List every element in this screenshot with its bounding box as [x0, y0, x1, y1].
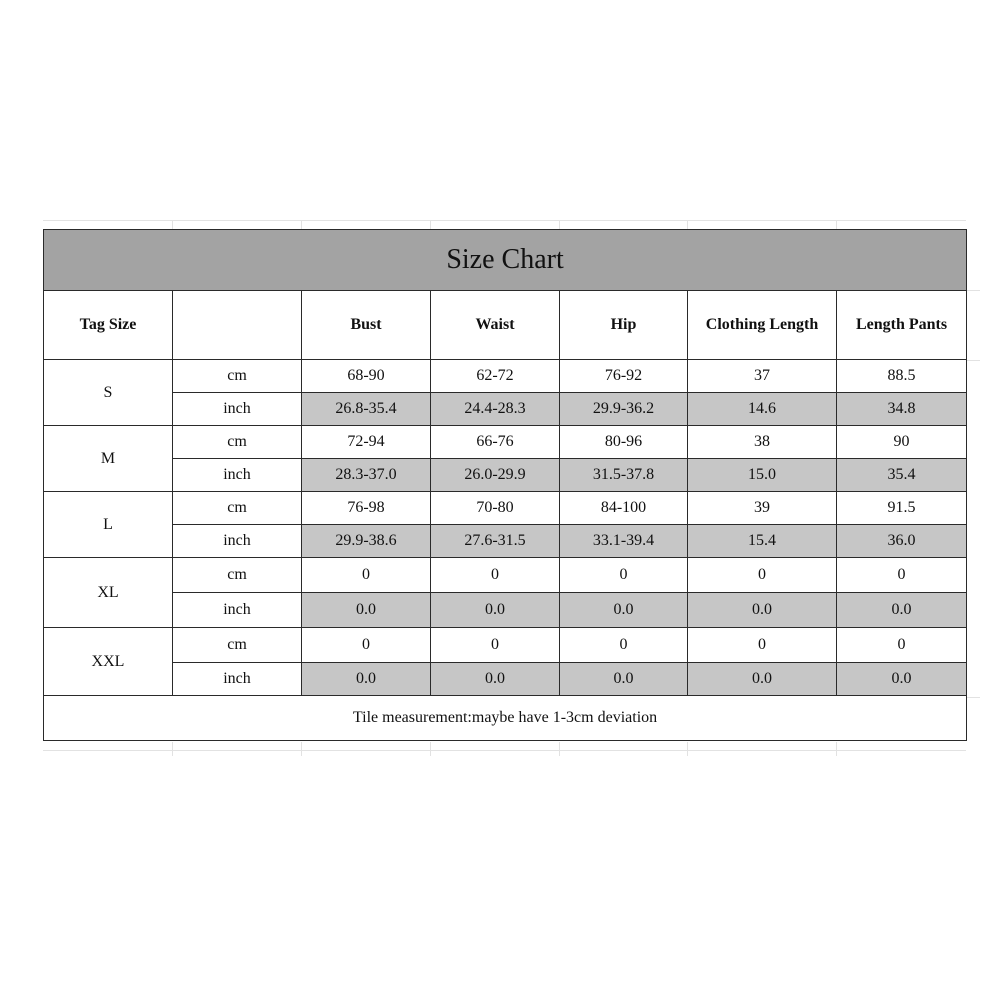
hip-inch: 0.0	[560, 663, 688, 696]
clothing-length-cm: 0	[688, 628, 837, 663]
unit-label: cm	[173, 426, 302, 459]
length-pants-cm: 0	[837, 558, 967, 593]
bust-inch: 29.9-38.6	[302, 525, 431, 558]
hip-cm: 80-96	[560, 426, 688, 459]
clothing-length-cm: 39	[688, 492, 837, 525]
table-row	[44, 360, 967, 393]
length-pants-inch: 0.0	[837, 663, 967, 696]
table-row	[44, 628, 967, 663]
header-bust: Bust	[302, 291, 431, 360]
waist-cm: 70-80	[431, 492, 560, 525]
size-chart-table	[43, 229, 967, 741]
size-tag-m: M	[44, 426, 173, 492]
bust-cm: 68-90	[302, 360, 431, 393]
waist-cm: 0	[431, 558, 560, 593]
table-row	[44, 593, 967, 628]
clothing-length-cm: 0	[688, 558, 837, 593]
unit-label: cm	[173, 558, 302, 593]
hip-inch: 29.9-36.2	[560, 393, 688, 426]
clothing-length-inch: 15.0	[688, 459, 837, 492]
header-hip: Hip	[560, 291, 688, 360]
length-pants-cm: 88.5	[837, 360, 967, 393]
waist-inch: 0.0	[431, 593, 560, 628]
bust-inch: 26.8-35.4	[302, 393, 431, 426]
clothing-length-inch: 0.0	[688, 593, 837, 628]
bust-cm: 0	[302, 558, 431, 593]
clothing-length-inch: 15.4	[688, 525, 837, 558]
header-waist: Waist	[431, 291, 560, 360]
unit-label: inch	[173, 393, 302, 426]
waist-inch: 0.0	[431, 663, 560, 696]
header-clothing-length: Clothing Length	[688, 291, 837, 360]
size-tag-l: L	[44, 492, 173, 558]
waist-cm: 66-76	[431, 426, 560, 459]
hip-inch: 33.1-39.4	[560, 525, 688, 558]
length-pants-cm: 91.5	[837, 492, 967, 525]
length-pants-inch: 35.4	[837, 459, 967, 492]
size-tag-s: S	[44, 360, 173, 426]
table-row	[44, 459, 967, 492]
length-pants-inch: 34.8	[837, 393, 967, 426]
bust-inch: 0.0	[302, 593, 431, 628]
table-row	[44, 426, 967, 459]
size-tag-xl: XL	[44, 558, 173, 628]
bust-inch: 28.3-37.0	[302, 459, 431, 492]
size-tag-xxl: XXL	[44, 628, 173, 696]
bust-cm: 72-94	[302, 426, 431, 459]
table-row	[44, 393, 967, 426]
waist-cm: 62-72	[431, 360, 560, 393]
table-row	[44, 663, 967, 696]
bust-inch: 0.0	[302, 663, 431, 696]
unit-label: inch	[173, 593, 302, 628]
length-pants-inch: 0.0	[837, 593, 967, 628]
clothing-length-inch: 14.6	[688, 393, 837, 426]
header-tag-size: Tag Size	[44, 291, 173, 360]
header-unit	[173, 291, 302, 360]
chart-title: Size Chart	[44, 230, 967, 291]
hip-inch: 0.0	[560, 593, 688, 628]
table-row	[44, 525, 967, 558]
hip-cm: 84-100	[560, 492, 688, 525]
clothing-length-cm: 38	[688, 426, 837, 459]
waist-inch: 26.0-29.9	[431, 459, 560, 492]
unit-label: cm	[173, 360, 302, 393]
hip-inch: 31.5-37.8	[560, 459, 688, 492]
waist-inch: 27.6-31.5	[431, 525, 560, 558]
measurement-note: Tile measurement:maybe have 1-3cm deviation	[44, 696, 967, 741]
length-pants-cm: 0	[837, 628, 967, 663]
hip-cm: 0	[560, 628, 688, 663]
clothing-length-inch: 0.0	[688, 663, 837, 696]
bust-cm: 0	[302, 628, 431, 663]
length-pants-inch: 36.0	[837, 525, 967, 558]
unit-label: cm	[173, 492, 302, 525]
table-row	[44, 492, 967, 525]
hip-cm: 0	[560, 558, 688, 593]
unit-label: inch	[173, 663, 302, 696]
unit-label: inch	[173, 525, 302, 558]
hip-cm: 76-92	[560, 360, 688, 393]
length-pants-cm: 90	[837, 426, 967, 459]
bust-cm: 76-98	[302, 492, 431, 525]
waist-cm: 0	[431, 628, 560, 663]
waist-inch: 24.4-28.3	[431, 393, 560, 426]
table-row	[44, 558, 967, 593]
clothing-length-cm: 37	[688, 360, 837, 393]
unit-label: inch	[173, 459, 302, 492]
header-length-pants: Length Pants	[837, 291, 967, 360]
unit-label: cm	[173, 628, 302, 663]
